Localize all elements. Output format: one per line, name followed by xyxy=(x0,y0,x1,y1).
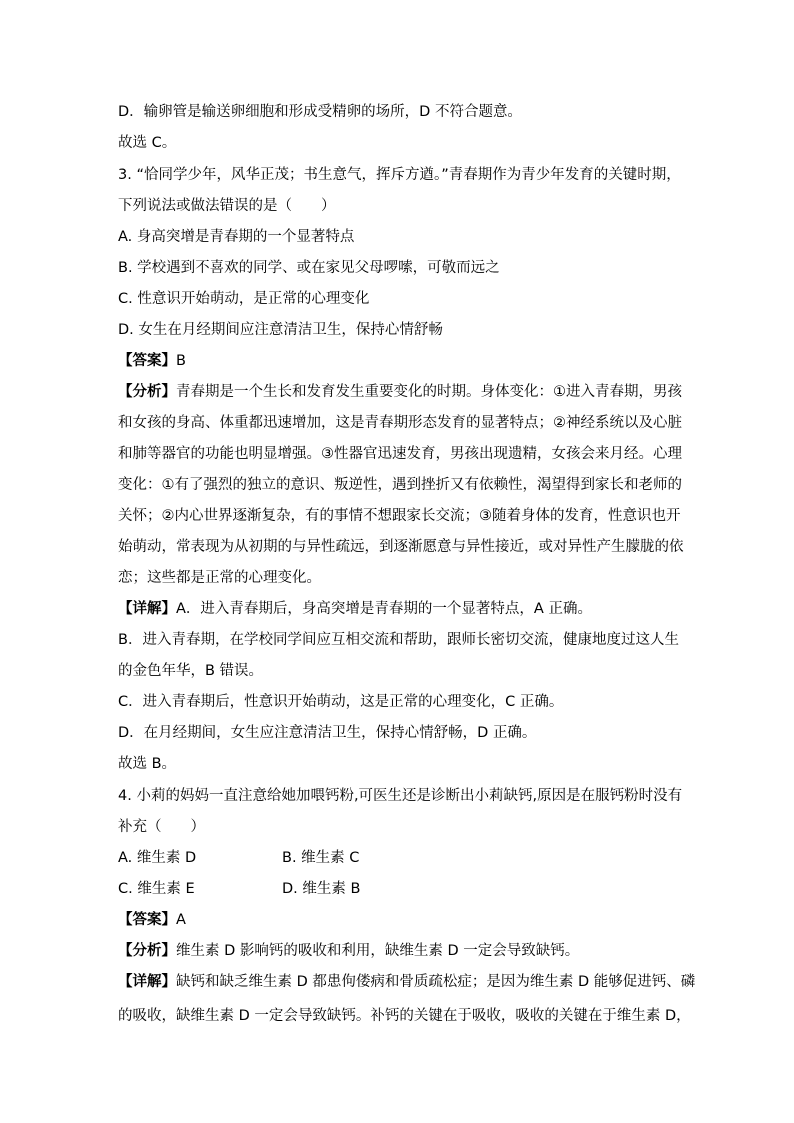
text-line: 和肺等器官的功能也明显增强。③性器官迅速发育，男孩出现遗精，女孩会来月经。心理 xyxy=(118,446,682,462)
option-a: A. 维生素 D xyxy=(118,850,197,866)
text-line: 关怀；②内心世界逐渐复杂，有的事情不想跟家长交流；③随着身体的发育，性意识也开 xyxy=(118,508,681,524)
text-line: 始萌动，常表现为从初期的与异性疏远，到逐渐愿意与异性接近，或对异性产生朦胧的依 xyxy=(118,539,684,555)
answer-value: B xyxy=(176,353,186,369)
text-line: B．进入青春期，在学校同学间应互相交流和帮助，跟师长密切交流，健康地度过这人生 xyxy=(118,632,679,648)
answer-value: A xyxy=(176,912,186,928)
detail-line xyxy=(118,972,695,992)
text-line: D．输卵管是输送卵细胞和形成受精卵的场所，D 不符合题意。 xyxy=(118,104,522,120)
answer-line xyxy=(118,910,186,930)
option-b: B. 学校遇到不喜欢的同学、或在家见父母啰嗦，可敬而远之 xyxy=(118,260,500,276)
analysis-line xyxy=(118,941,579,961)
question-3-stem-cont: 下列说法或做法错误的是（ ） xyxy=(118,198,336,214)
question-4-stem-cont: 补充（ ） xyxy=(118,819,205,835)
text-line: 变化：①有了强烈的独立的意识、叛逆性，遇到挫折又有依赖性，渴望得到家长和老师的 xyxy=(118,477,682,493)
text-line: C．进入青春期后，性意识开始萌动，这是正常的心理变化，C 正确。 xyxy=(118,694,564,710)
option-c: C. 性意识开始萌动，是正常的心理变化 xyxy=(118,291,370,307)
question-4-stem: 4. 小莉的妈妈一直注意给她加喂钙粉,可医生还是诊断出小莉缺钙,原因是在服钙粉时没有 xyxy=(118,788,683,804)
analysis-tag: 【分析】 xyxy=(118,384,176,400)
analysis-line xyxy=(118,382,682,402)
text-line: 的金色年华，B 错误。 xyxy=(118,663,264,679)
answer-tag: 【答案】 xyxy=(118,912,176,928)
text-line: 恋；这些都是正常的心理变化。 xyxy=(118,570,321,586)
text-line: 的吸收，缺维生素 D 一定会导致缺钙。补钙的关键在于吸收，吸收的关键在于维生素 D， xyxy=(118,1008,691,1024)
question-3-stem: 3. “恰同学少年，风华正茂；书生意气，挥斥方遒。”青春期作为青少年发育的关键时期， xyxy=(118,167,681,183)
option-a: A. 身高突增是青春期的一个显著特点 xyxy=(118,229,355,245)
option-d: D. 女生在月经期间应注意清洁卫生，保持心情舒畅 xyxy=(118,322,443,338)
text-line: 和女孩的身高、体重都迅速增加，这是青春期形态发育的显著特点；②神经系统以及心脏 xyxy=(118,415,682,431)
option-c: C. 维生素 E xyxy=(118,881,195,897)
detail-text: 缺钙和缺乏维生素 D 都患佝偻病和骨质疏松症；是因为维生素 D 能够促进钙、磷 xyxy=(176,974,696,990)
option-b: B. 维生素 C xyxy=(282,850,360,866)
detail-tag: 【详解】 xyxy=(118,601,176,617)
analysis-text: 维生素 D 影响钙的吸收和利用，缺维生素 D 一定会导致缺钙。 xyxy=(176,943,580,959)
detail-line xyxy=(118,599,592,619)
analysis-tag: 【分析】 xyxy=(118,943,176,959)
answer-tag: 【答案】 xyxy=(118,353,176,369)
answer-line xyxy=(118,351,186,371)
text-line: 故选 C。 xyxy=(118,135,177,151)
text-line: 故选 B。 xyxy=(118,756,177,772)
analysis-text: 青春期是一个生长和发育发生重要变化的时期。身体变化：①进入青春期，男孩 xyxy=(176,384,682,400)
option-d: D. 维生素 B xyxy=(282,881,361,897)
text-line: D．在月经期间，女生应注意清洁卫生，保持心情舒畅，D 正确。 xyxy=(118,725,537,741)
detail-text: A．进入青春期后，身高突增是青春期的一个显著特点，A 正确。 xyxy=(176,601,592,617)
detail-tag: 【详解】 xyxy=(118,974,176,990)
